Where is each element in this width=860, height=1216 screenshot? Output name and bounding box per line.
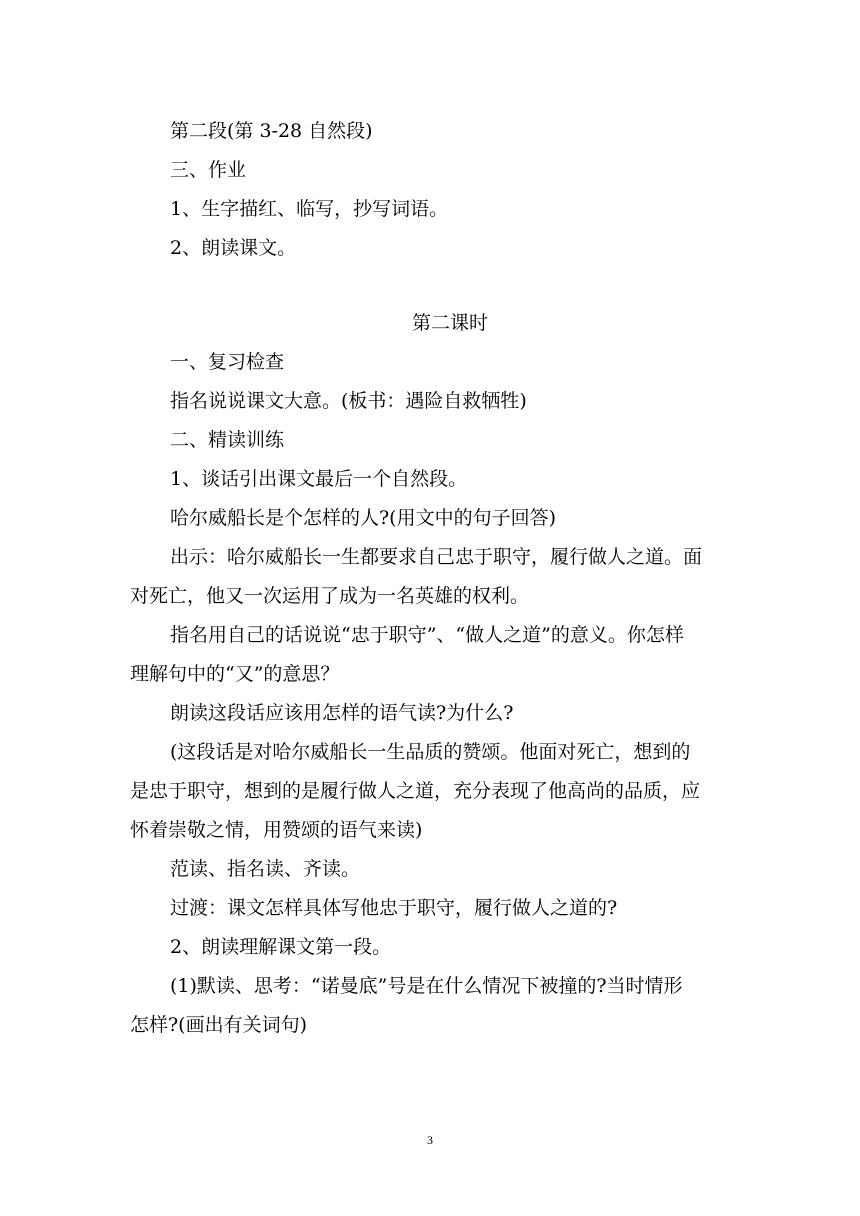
paragraph-line: 怀着崇敬之情，用赞颂的语气来读)	[130, 819, 423, 841]
section-heading: 三、作业	[170, 159, 247, 181]
paragraph-line: 第二段(第 3-28 自然段)	[170, 120, 373, 142]
paragraph-line: 出示：哈尔威船长一生都要求自己忠于职守，履行做人之道。面	[170, 546, 703, 568]
section-heading: 二、精读训练	[170, 429, 285, 451]
paragraph-line: (1)默读、思考：“诺曼底”号是在什么情况下被撞的?当时情形	[170, 975, 683, 997]
paragraph-line: 2、朗读课文。	[170, 237, 297, 259]
paragraph-line: 是忠于职守，想到的是履行做人之道，充分表现了他高尚的品质，应	[130, 780, 701, 802]
spacer	[130, 268, 730, 304]
paragraph-line: (这段话是对哈尔威船长一生品质的赞颂。他面对死亡，想到的	[170, 741, 691, 763]
paragraph-line: 2、朗读理解课文第一段。	[170, 936, 392, 958]
paragraph-line: 理解句中的“又”的意思？	[130, 663, 340, 685]
paragraph-line: 1、谈话引出课文最后一个自然段。	[170, 468, 468, 490]
section-heading: 一、复习检查	[170, 351, 285, 373]
paragraph-line: 指名用自己的话说说“忠于职守”、“做人之道”的意义。你怎样	[170, 624, 684, 646]
page-content	[130, 112, 730, 1045]
lesson-heading: 第二课时	[411, 312, 488, 334]
paragraph-line: 过渡：课文怎样具体写他忠于职守，履行做人之道的?	[170, 897, 618, 919]
paragraph-line: 对死亡，他又一次运用了成为一名英雄的权利。	[130, 585, 530, 607]
paragraph-line: 范读、指名读、齐读。	[170, 858, 361, 880]
paragraph-line: 朗读这段话应该用怎样的语气读?为什么?	[170, 702, 514, 724]
page-number: 3	[427, 1133, 433, 1147]
paragraph-line: 1、生字描红、临写，抄写词语。	[170, 198, 449, 220]
paragraph-line: 怎样?(画出有关词句)	[130, 1014, 308, 1036]
paragraph-line: 哈尔威船长是个怎样的人?(用文中的句子回答)	[170, 507, 557, 529]
paragraph-line: 指名说说课文大意。(板书：遇险自救牺牲)	[170, 390, 527, 412]
